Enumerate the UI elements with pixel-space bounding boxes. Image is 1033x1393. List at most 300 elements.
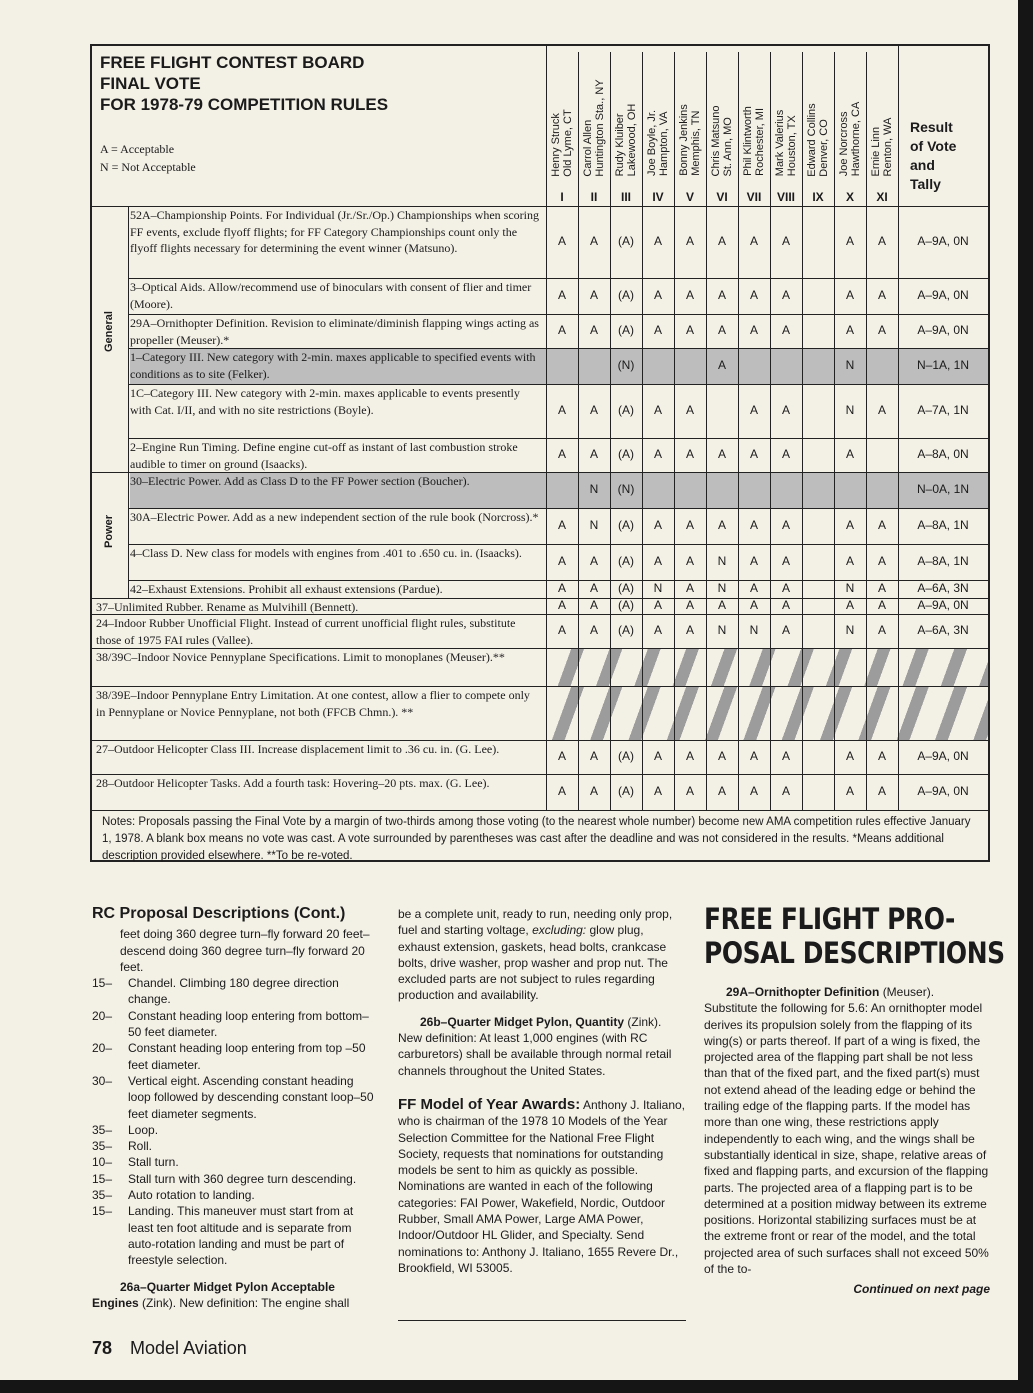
- vote-cell: A: [589, 323, 598, 337]
- p26b: [398, 1014, 686, 1079]
- result-header: [910, 118, 956, 194]
- proposal-text: 37–Unlimited Rubber. Rename as Mulvihill (Bennett).: [96, 600, 359, 614]
- vote-cell: (N): [617, 482, 635, 496]
- vote-cell: A: [685, 784, 694, 798]
- proposal-text: 4–Class D. New class for models with engines from .401 to .650 cu. in. (Isaacks).: [130, 546, 522, 560]
- vote-result: N–0A, 1N: [916, 482, 970, 496]
- maneuver-text: Stall turn.: [128, 1155, 179, 1170]
- maneuver-item: [92, 975, 378, 1008]
- judge-numeral: IV: [652, 190, 664, 204]
- vote-cell: A: [749, 403, 758, 417]
- judge-name-block: [870, 117, 894, 176]
- vote-cell: A: [781, 581, 790, 595]
- vote-cell: A: [685, 323, 694, 337]
- judge-place: Houston, TX: [786, 115, 798, 177]
- maneuver-item: [92, 1154, 378, 1170]
- vote-cell: A: [717, 749, 726, 763]
- proposal-text: 3–Optical Aids. Allow/recommend use of binoculars with consent of flier and timer (Moore).: [130, 280, 532, 311]
- maneuver-value: 15–: [92, 1204, 113, 1219]
- vote-cell: A: [653, 447, 662, 461]
- continued-note: Continued on next page: [853, 1282, 990, 1297]
- vote-cell: A: [653, 323, 662, 337]
- column-rule: [866, 52, 867, 810]
- vote-result: A–9A, 0N: [917, 234, 969, 248]
- vote-cell: (A): [618, 403, 634, 417]
- mid-p1-text: be a complete unit, ready to run, needing only prop, fuel and starting voltage,: [398, 907, 673, 938]
- title-line: FREE FLIGHT CONTEST BOARD: [100, 53, 365, 72]
- vote-result: A–9A, 0N: [917, 598, 969, 612]
- judge-header: [834, 52, 866, 192]
- vote-result: N–1A, 1N: [916, 358, 970, 372]
- judge-name-block: [614, 103, 638, 176]
- section-separator: [92, 472, 130, 473]
- judge-name: Joe Boyle, Jr.: [646, 109, 658, 177]
- maneuver-item: [92, 1122, 378, 1138]
- vote-cell: A: [749, 749, 758, 763]
- vote-cell: A: [653, 749, 662, 763]
- table-notes: Notes: Proposals passing the Final Vote by a margin of two-thirds among those voting (to the nearest whole number) become new AMA competition rules effective January 1, 1978. A blank box means no vote was cast. A vote surrounded by parentheses was cast after the deadline and was not considered in the results. *Means additional description provided elsewhere. **To be re-voted.: [102, 816, 971, 862]
- vote-cell: A: [685, 598, 694, 612]
- vote-cell: A: [589, 234, 598, 248]
- judge-place: Denver, CO: [818, 118, 830, 177]
- column-rule: [398, 1320, 686, 1321]
- proposal-text: 1–Category III. New category with 2-min. maxes applicable to specified events with conditions as to site (Felker).: [130, 350, 536, 381]
- vote-result: A–8A, 1N: [917, 518, 969, 532]
- vote-result: A–8A, 1N: [917, 554, 969, 568]
- proposal-text: 38/39C–Indoor Novice Pennyplane Specifications. Limit to monoplanes (Meuser).**: [96, 650, 505, 664]
- vote-result: A–8A, 0N: [917, 447, 969, 461]
- vote-cell: A: [845, 518, 854, 532]
- judge-name: Mark Valerius: [774, 109, 786, 177]
- vote-cell: N: [653, 581, 663, 595]
- proposal-text: 38/39E–Indoor Pennyplane Entry Limitation. At one contest, allow a flier to compete only in Pennyplane or Novice Pennyplane, not both (FFCB Chmn.). **: [96, 688, 530, 719]
- column-rule: [898, 46, 899, 810]
- maneuver-text: Loop.: [128, 1122, 159, 1137]
- vote-cell: A: [557, 323, 566, 337]
- p29a-text: Substitute the following for 5.6: An ornithopter model derives its propulsion solely from the flapping of its wing(s) or parts thereof. If part of a wing is fixed, the projected area of the flapping part shall be not less than that of the fixed part, and the fixed part(s) must not extend ahead of the leading edge or behind the trailing edge of the flapping parts. If the model has more than one wing, these restrictions apply independently to each wing, and the wings shall be substantially identical in size, shape, relative areas of fixed and flapping parts, and excursion of the flapping parts. The projected area of a flapping part is to be determined at a position midway between its extreme positions. Horizontal stabilizing surfaces must be at the extreme front or rear of the model, and the total projected area of such surfaces shall not exceed 50% of the to-: [704, 1001, 989, 1277]
- vote-cell: N: [589, 482, 599, 496]
- judge-numeral: X: [845, 190, 854, 204]
- page-number: 78: [92, 1338, 113, 1358]
- vote-cell: A: [749, 518, 758, 532]
- mid-p1-em: excluding:: [532, 923, 587, 938]
- vote-cell: A: [557, 518, 566, 532]
- vote-cell: A: [557, 784, 566, 798]
- vote-cell: A: [717, 598, 726, 612]
- judge-name: Ernie Linn: [870, 126, 882, 176]
- vote-cell: A: [557, 403, 566, 417]
- vote-cell: A: [749, 323, 758, 337]
- vote-cell: (A): [618, 447, 634, 461]
- judge-header: [802, 52, 834, 192]
- judge-place: Old Lyme, CT: [562, 108, 574, 177]
- proposal-text: 30–Electric Power. Add as Class D to the FF Power section (Boucher).: [130, 474, 470, 488]
- judge-name-block: [742, 106, 766, 176]
- awards-text: Anthony J. Italiano, who is chairman of the 1978 10 Models of the Year Selection Committee for the National Free Flight Society, requests that nominations for outstanding models be sent to him as quickly as possible. Nominations are wanted in each of the following categories: FAI Power, Wakefield, Nordic, Outdoor Rubber, Small AMA Power, Large AMA Power, Indoor/Outdoor HL Glider, and Specialty. Send nominations to: Anthony J. Italiano, 1655 Revere Dr., Brookfield, WI 53005.: [398, 1097, 686, 1275]
- judge-name: Carrol Allen: [582, 119, 594, 177]
- vote-cell: A: [685, 623, 694, 637]
- column-rule: [770, 52, 771, 810]
- vote-cell: A: [557, 749, 566, 763]
- maneuver-item: [92, 1203, 378, 1268]
- vote-cell: A: [877, 403, 886, 417]
- section-rule: [128, 206, 129, 598]
- rc-intro: feet doing 360 degree turn–fly forward 20 feet–descend doing 360 degree turn–fly forward 20 feet.: [120, 927, 370, 974]
- vote-result: A–9A, 0N: [917, 749, 969, 763]
- maneuver-list: [92, 975, 378, 1268]
- column-rule: [578, 52, 579, 810]
- judge-name: Bonny Jenkins: [678, 104, 690, 176]
- column-rule: [802, 52, 803, 810]
- vote-cell: (A): [618, 234, 634, 248]
- proposal-text: 1C–Category III. New category with 2-min. maxes applicable to events presently with Cat. I/II, and with no site restrictions (Boyle).: [130, 386, 520, 417]
- vote-cell: A: [653, 234, 662, 248]
- vote-cell: A: [749, 554, 758, 568]
- vote-cell: (A): [618, 623, 634, 637]
- judge-place: St. Ann, MO: [722, 116, 734, 176]
- vote-cell: A: [845, 323, 854, 337]
- vote-cell: A: [653, 288, 662, 302]
- maneuver-text: Constant heading loop entering from top –50 feet diameter.: [128, 1041, 366, 1072]
- table-title: [100, 52, 388, 115]
- vote-result: A–7A, 1N: [917, 403, 969, 417]
- vote-cell: A: [653, 554, 662, 568]
- judge-name-block: [678, 104, 702, 176]
- vote-cell: A: [685, 288, 694, 302]
- judge-name: Henry Struck: [550, 112, 562, 177]
- vote-cell: A: [717, 784, 726, 798]
- maneuver-value: 15–: [92, 1171, 113, 1186]
- vote-cell: A: [557, 447, 566, 461]
- maneuver-text: Chandel. Climbing 180 degree direction change.: [128, 976, 339, 1007]
- title-line: FINAL VOTE: [100, 74, 201, 93]
- folio: [92, 1338, 247, 1359]
- vote-cell: N: [717, 554, 727, 568]
- vote-cell: A: [589, 554, 598, 568]
- vote-cell: A: [845, 234, 854, 248]
- judge-name: Phil Klintworth: [742, 106, 754, 176]
- vote-cell: A: [589, 784, 598, 798]
- maneuver-value: 15–: [92, 976, 113, 991]
- right-column: [704, 902, 1005, 1298]
- judge-header: [610, 52, 642, 192]
- vote-cell: A: [749, 447, 758, 461]
- vote-cell: N: [845, 623, 855, 637]
- ff-title-line: POSAL DESCRIPTIONS: [704, 936, 1005, 970]
- vote-cell: A: [685, 447, 694, 461]
- vote-cell: (N): [617, 358, 635, 372]
- column-rule: [674, 52, 675, 810]
- vote-cell: A: [685, 234, 694, 248]
- judge-header: [706, 52, 738, 192]
- judge-header: [546, 52, 578, 192]
- vote-cell: A: [845, 447, 854, 461]
- judge-header: [866, 52, 898, 192]
- vote-cell: N: [845, 358, 855, 372]
- mid-p1: [398, 906, 686, 1004]
- awards-title: FF Model of Year Awards:: [398, 1095, 581, 1113]
- maneuver-value: 30–: [92, 1073, 113, 1088]
- judge-name-block: [646, 110, 670, 176]
- vote-cell: A: [845, 784, 854, 798]
- maneuver-text: Vertical eight. Ascending constant heading loop followed by descending constant loop–50 feet diameter segments.: [128, 1073, 374, 1121]
- vote-cell: A: [589, 598, 598, 612]
- judge-name-block: [582, 79, 606, 176]
- vote-cell: A: [781, 598, 790, 612]
- vote-cell: A: [653, 623, 662, 637]
- vote-cell: A: [781, 749, 790, 763]
- proposal-text: 30A–Electric Power. Add as a new independent section of the rule book (Norcross).*: [130, 510, 539, 524]
- maneuver-text: Landing. This maneuver must start from at least ten foot altitude and is separate from auto-rotation landing and must be part of freestyle selection.: [128, 1204, 354, 1268]
- judge-numeral: I: [560, 190, 564, 204]
- vote-cell: A: [685, 518, 694, 532]
- vote-cell: A: [877, 518, 886, 532]
- judge-place: Hawthorne, CA: [850, 101, 862, 176]
- proposal-text: 27–Outdoor Helicopter Class III. Increase displacement limit to .36 cu. in. (G. Lee).: [96, 742, 500, 756]
- judge-header: [674, 52, 706, 192]
- maneuver-value: 35–: [92, 1122, 113, 1137]
- judge-numeral: II: [590, 190, 598, 204]
- column-rule: [642, 52, 643, 810]
- vote-cell: A: [749, 288, 758, 302]
- vote-cell: A: [877, 581, 886, 595]
- vote-cell: N: [845, 403, 855, 417]
- maneuver-item: [92, 1138, 378, 1154]
- proposal-text: 42–Exhaust Extensions. Prohibit all exhaust extensions (Pardue).: [130, 582, 443, 596]
- maneuver-item: [92, 1171, 378, 1187]
- judge-place: Lakewood, OH: [626, 103, 638, 176]
- magazine-name: Model Aviation: [130, 1338, 247, 1358]
- judge-numeral: VII: [746, 190, 762, 204]
- maneuver-item: [92, 1008, 378, 1041]
- maneuver-value: 35–: [92, 1188, 113, 1203]
- vote-cell: A: [877, 623, 886, 637]
- vote-cell: A: [845, 749, 854, 763]
- maneuver-value: 20–: [92, 1008, 113, 1023]
- vote-cell: A: [845, 554, 854, 568]
- vote-result: A–9A, 0N: [917, 323, 969, 337]
- vote-cell: A: [781, 554, 790, 568]
- vote-result: A–6A, 3N: [917, 623, 969, 637]
- judge-name: Rudy Kluiber: [614, 112, 626, 176]
- vote-cell: A: [685, 581, 694, 595]
- vote-cell: (A): [618, 323, 634, 337]
- vote-cell: N: [717, 581, 727, 595]
- judge-name-block: [710, 105, 734, 176]
- vote-result: A–6A, 3N: [917, 581, 969, 595]
- judge-name: Edward Collins: [806, 102, 818, 177]
- awards: [398, 1097, 686, 1276]
- vote-cell: N: [589, 518, 599, 532]
- section-label: Power: [103, 514, 115, 548]
- vote-cell: (A): [618, 749, 634, 763]
- ff-title: [704, 902, 1005, 970]
- vote-cell: N: [749, 623, 759, 637]
- proposal-text: 28–Outdoor Helicopter Tasks. Add a fourth task: Hovering–20 pts. max. (G. Lee).: [96, 776, 490, 790]
- vote-cell: A: [717, 288, 726, 302]
- judge-numeral: XI: [876, 190, 888, 204]
- maneuver-text: Auto rotation to landing.: [128, 1188, 255, 1203]
- judge-header: [770, 52, 802, 192]
- vote-cell: A: [877, 598, 886, 612]
- vote-cell: A: [781, 403, 790, 417]
- row-rule: [92, 810, 988, 811]
- result-header-line: Tally: [910, 176, 941, 192]
- legend-acceptable: A = Acceptable: [100, 142, 175, 156]
- vote-cell: A: [781, 234, 790, 248]
- judge-name-block: [806, 103, 830, 176]
- proposal-text: 2–Engine Run Timing. Define engine cut-off as instant of last combustion stroke audible to timer on ground (Isaacks).: [130, 440, 518, 471]
- vote-cell: A: [589, 581, 598, 595]
- judge-name: Joe Norcross: [838, 111, 850, 176]
- vote-cell: A: [589, 288, 598, 302]
- p29a-author: (Meuser).: [882, 985, 935, 999]
- vote-cell: A: [717, 358, 726, 372]
- vote-cell: A: [877, 288, 886, 302]
- no-vote-hatch: [546, 648, 988, 686]
- vote-cell: A: [877, 234, 886, 248]
- maneuver-text: Roll.: [128, 1139, 153, 1154]
- vote-cell: A: [717, 518, 726, 532]
- vote-cell: A: [717, 323, 726, 337]
- vote-cell: A: [589, 447, 598, 461]
- vote-cell: A: [557, 288, 566, 302]
- vote-cell: A: [781, 518, 790, 532]
- table-legend: [100, 140, 196, 176]
- vote-cell: A: [717, 234, 726, 248]
- judge-place: Huntington Sta., NY: [594, 78, 606, 177]
- vote-cell: (A): [618, 518, 634, 532]
- p26a: [92, 1279, 378, 1312]
- vote-result: A–9A, 0N: [917, 784, 969, 798]
- vote-cell: A: [653, 518, 662, 532]
- maneuver-value: 10–: [92, 1155, 113, 1170]
- vote-cell: N: [717, 623, 727, 637]
- p29a-title: 29A–Ornithopter Definition: [726, 985, 880, 999]
- vote-table: [90, 44, 990, 862]
- judge-header: [738, 52, 770, 192]
- vote-cell: A: [653, 403, 662, 417]
- vote-cell: (A): [618, 784, 634, 798]
- vote-cell: A: [749, 598, 758, 612]
- result-header-line: Result: [910, 119, 953, 135]
- judge-numeral: VI: [716, 190, 728, 204]
- legend-not-acceptable: N = Not Acceptable: [100, 160, 196, 174]
- maneuver-text: Stall turn with 360 degree turn descending.: [128, 1171, 357, 1186]
- judge-place: Hampton, VA: [658, 111, 670, 177]
- vote-cell: A: [557, 234, 566, 248]
- maneuver-value: 35–: [92, 1139, 113, 1154]
- result-header-line: of Vote: [910, 138, 957, 154]
- vote-cell: A: [589, 623, 598, 637]
- column-rule: [834, 52, 835, 810]
- vote-cell: N: [845, 581, 855, 595]
- judge-numeral: V: [685, 190, 694, 204]
- mid-p1-rest: glow plug, exhaust extension, gaskets, head bolts, crankcase bolts, drive washer, prop washer and prop nut. The excluded parts are not subject to rules regarding production and availability.: [398, 923, 668, 1003]
- vote-cell: A: [685, 749, 694, 763]
- maneuver-text: Constant heading loop entering from bottom–50 feet diameter.: [128, 1008, 369, 1040]
- vote-cell: A: [589, 749, 598, 763]
- p26a-title: 26a–Quarter Midget Pylon Acceptable Engines: [92, 1279, 335, 1310]
- maneuver-item: [92, 1073, 378, 1122]
- judge-numeral: VIII: [776, 190, 795, 204]
- vote-cell: A: [589, 403, 598, 417]
- judge-place: Memphis, TN: [690, 110, 702, 176]
- title-line: FOR 1978-79 COMPETITION RULES: [100, 95, 389, 114]
- p29a: [704, 984, 990, 1277]
- vote-cell: A: [781, 323, 790, 337]
- vote-cell: A: [781, 784, 790, 798]
- mid-column: [398, 906, 686, 1276]
- p26a-text: (Zink). New definition: The engine shall: [142, 1295, 350, 1310]
- column-rule: [706, 52, 707, 810]
- vote-cell: A: [749, 784, 758, 798]
- vote-cell: A: [653, 598, 662, 612]
- judge-name-block: [774, 110, 798, 176]
- judge-place: Renton, WA: [882, 117, 894, 176]
- vote-cell: A: [557, 581, 566, 595]
- rc-column: [92, 906, 378, 1311]
- vote-cell: (A): [618, 598, 634, 612]
- vote-cell: A: [557, 554, 566, 568]
- vote-cell: A: [653, 784, 662, 798]
- vote-cell: (A): [618, 581, 634, 595]
- vote-cell: A: [877, 784, 886, 798]
- vote-cell: A: [877, 323, 886, 337]
- no-vote-hatch: [546, 686, 988, 740]
- vote-cell: A: [845, 598, 854, 612]
- vote-cell: A: [717, 447, 726, 461]
- vote-cell: A: [781, 623, 790, 637]
- vote-cell: A: [781, 447, 790, 461]
- proposal-text: 24–Indoor Rubber Unofficial Flight. Instead of current unofficial flight rules, substitute those of 1975 FAI rules (Vallee).: [96, 616, 516, 647]
- vote-cell: A: [877, 554, 886, 568]
- rc-heading: RC Proposal Descriptions (Cont.): [92, 905, 346, 922]
- ff-title-line: FREE FLIGHT PRO-: [704, 902, 955, 936]
- judge-name: Chris Matsuno: [710, 105, 722, 176]
- p26b-title: 26b–Quarter Midget Pylon, Quantity: [420, 1014, 625, 1029]
- judge-header: [578, 52, 610, 192]
- column-rule: [738, 52, 739, 810]
- proposal-text: 29A–Ornithopter Definition. Revision to eliminate/diminish flapping wings acting as propeller (Meuser).*: [130, 316, 539, 347]
- vote-result: A–9A, 0N: [917, 288, 969, 302]
- column-rule: [610, 52, 611, 810]
- judge-numeral: IX: [812, 190, 824, 204]
- result-header-line: and: [910, 157, 935, 173]
- vote-cell: A: [749, 581, 758, 595]
- maneuver-item: [92, 1187, 378, 1203]
- proposal-text: 52A–Championship Points. For Individual (Jr./Sr./Op.) Championships when scoring FF events, exclude flyoff flights; for FF Category Championships count only the flyoff flights necessary for determining the event winner (Matsuno).: [130, 208, 540, 255]
- vote-cell: (A): [618, 554, 634, 568]
- vote-cell: A: [685, 403, 694, 417]
- section-label: General: [103, 311, 115, 352]
- maneuver-item: [92, 1040, 378, 1073]
- vote-cell: (A): [618, 288, 634, 302]
- judge-name-block: [550, 109, 574, 176]
- vote-cell: A: [557, 598, 566, 612]
- vote-cell: A: [557, 623, 566, 637]
- vote-cell: A: [845, 288, 854, 302]
- column-rule: [546, 46, 547, 810]
- vote-cell: A: [685, 554, 694, 568]
- p26b-text: (Zink). New definition: At least 1,000 engines (with RC carburetors) shall be available through normal retail channels throughout the United States.: [398, 1014, 672, 1078]
- judge-numeral: III: [620, 190, 631, 204]
- judge-place: Rochester, MI: [754, 107, 766, 176]
- vote-cell: A: [781, 288, 790, 302]
- judge-name-block: [838, 101, 862, 176]
- judge-header: [642, 52, 674, 192]
- vote-cell: A: [877, 749, 886, 763]
